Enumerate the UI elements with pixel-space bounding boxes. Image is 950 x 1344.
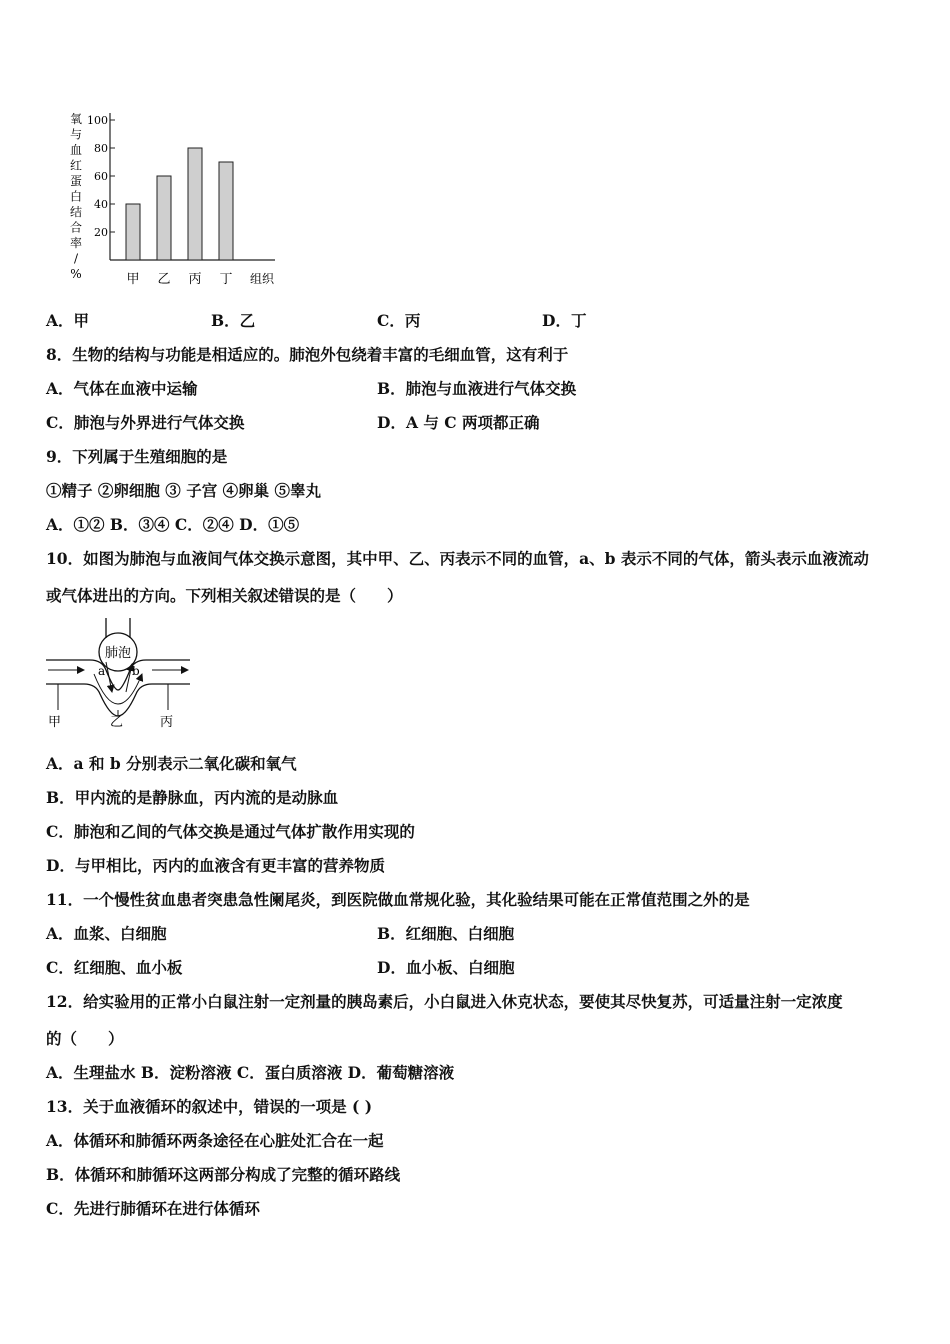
q10-option-b[interactable]: B．甲内流的是静脉血，丙内流的是动脉血 [46,788,339,807]
y-axis-label-char: 血 [69,143,83,157]
q11-option-b[interactable]: B．红细胞、白细胞 [377,924,515,943]
q13-option-b[interactable]: B．体循环和肺循环这两部分构成了完整的循环路线 [46,1165,401,1184]
q7-option-a[interactable]: A．甲 [46,311,90,330]
y-axis-label [70,112,82,281]
bar-3 [219,162,233,260]
vessel-bing-label: 丙 [160,715,174,730]
y-tick-label: 100 [87,114,108,127]
y-axis-label-char: 红 [69,158,83,173]
y-tick-label: 40 [94,198,108,211]
vessel-yi-label: 乙 [110,715,124,730]
y-axis-label-char: 蛋 [69,174,83,188]
q8-option-b[interactable]: B．肺泡与血液进行气体交换 [377,379,577,398]
y-axis-label-char: 结 [69,205,83,219]
q10-stem-line1: 10．如图为肺泡与血液间气体交换示意图，其中甲、乙、丙表示不同的血管，a、b 表示不同的气体，箭头表示血液流动 [46,549,869,568]
q11-option-a[interactable]: A．血浆、白细胞 [46,924,167,943]
x-axis-label: 组织 [250,272,275,286]
q12-options[interactable]: A．生理盐水 B．淀粉溶液 C．蛋白质溶液 D．葡萄糖溶液 [46,1063,455,1082]
bar-1 [157,176,171,260]
gas-a-label: a [98,664,106,678]
x-tick-label: 乙 [157,272,171,287]
q9-items: ①精子 ②卵细胞 ③ 子宫 ④卵巢 ⑤睾丸 [46,481,321,500]
y-axis-label-char: 氧 [69,112,83,126]
q11-option-c[interactable]: C．红细胞、血小板 [46,958,183,977]
y-tick-label: 80 [94,142,108,155]
q7-option-c[interactable]: C．丙 [377,311,421,330]
y-axis-label-char: 率 [69,236,83,250]
q12-stem-line1: 12．给实验用的正常小白鼠注射一定剂量的胰岛素后，小白鼠进入休克状态，要使其尽快复苏，可适量注射一定浓度 [46,992,843,1011]
y-axis-label-char: / [73,251,79,266]
x-tick-label: 丁 [219,272,233,287]
q8-stem: 8．生物的结构与功能是相适应的。肺泡外包绕着丰富的毛细血管，这有利于 [46,345,569,364]
x-tick-label: 丙 [188,272,202,287]
y-axis-label-char: 白 [69,189,83,204]
q10-option-d[interactable]: D．与甲相比，丙内的血液含有更丰富的营养物质 [46,856,385,875]
q8-option-a[interactable]: A．气体在血液中运输 [46,379,198,398]
x-tick-label: 甲 [126,272,140,287]
q10-option-a[interactable]: A．a 和 b 分别表示二氧化碳和氧气 [46,754,297,773]
q7-option-b[interactable]: B．乙 [211,311,256,330]
bar-2 [188,148,202,260]
vessel-jia-label: 甲 [48,715,62,730]
q10-stem-line2: 或气体进出的方向。下列相关叙述错误的是（ ） [46,586,403,605]
bar-0 [126,204,140,260]
q12-stem-line2: 的（ ） [46,1029,124,1048]
q9-stem: 9．下列属于生殖细胞的是 [46,447,228,466]
q10-option-c[interactable]: C．肺泡和乙间的气体交换是通过气体扩散作用实现的 [46,822,415,841]
y-axis-label-char: 与 [69,127,83,142]
q13-stem: 13．关于血液循环的叙述中，错误的一项是 ( ) [46,1097,373,1116]
bar-chart [60,105,300,295]
q11-stem: 11．一个慢性贫血患者突患急性阑尾炎，到医院做血常规化验，其化验结果可能在正常值范围之外的是 [46,890,750,909]
q7-option-d[interactable]: D．丁 [542,311,587,330]
y-tick-label: 20 [94,226,108,239]
q13-option-c[interactable]: C．先进行肺循环在进行体循环 [46,1199,260,1218]
alveolus-gas-exchange-diagram [40,612,200,737]
q11-option-d[interactable]: D．血小板、白细胞 [377,958,515,977]
gas-b-label: b [132,664,140,678]
y-axis-label-char: 合 [69,220,83,235]
q13-option-a[interactable]: A．体循环和肺循环两条途径在心脏处汇合在一起 [46,1131,384,1150]
alveolus-label: 肺泡 [104,646,132,661]
y-axis-label-char: % [70,267,82,281]
q8-option-c[interactable]: C．肺泡与外界进行气体交换 [46,413,245,432]
q8-option-d[interactable]: D．A 与 C 两项都正确 [377,413,540,432]
q9-options[interactable]: A．①② B．③④ C．②④ D．①⑤ [46,515,300,534]
y-tick-label: 60 [94,170,108,183]
